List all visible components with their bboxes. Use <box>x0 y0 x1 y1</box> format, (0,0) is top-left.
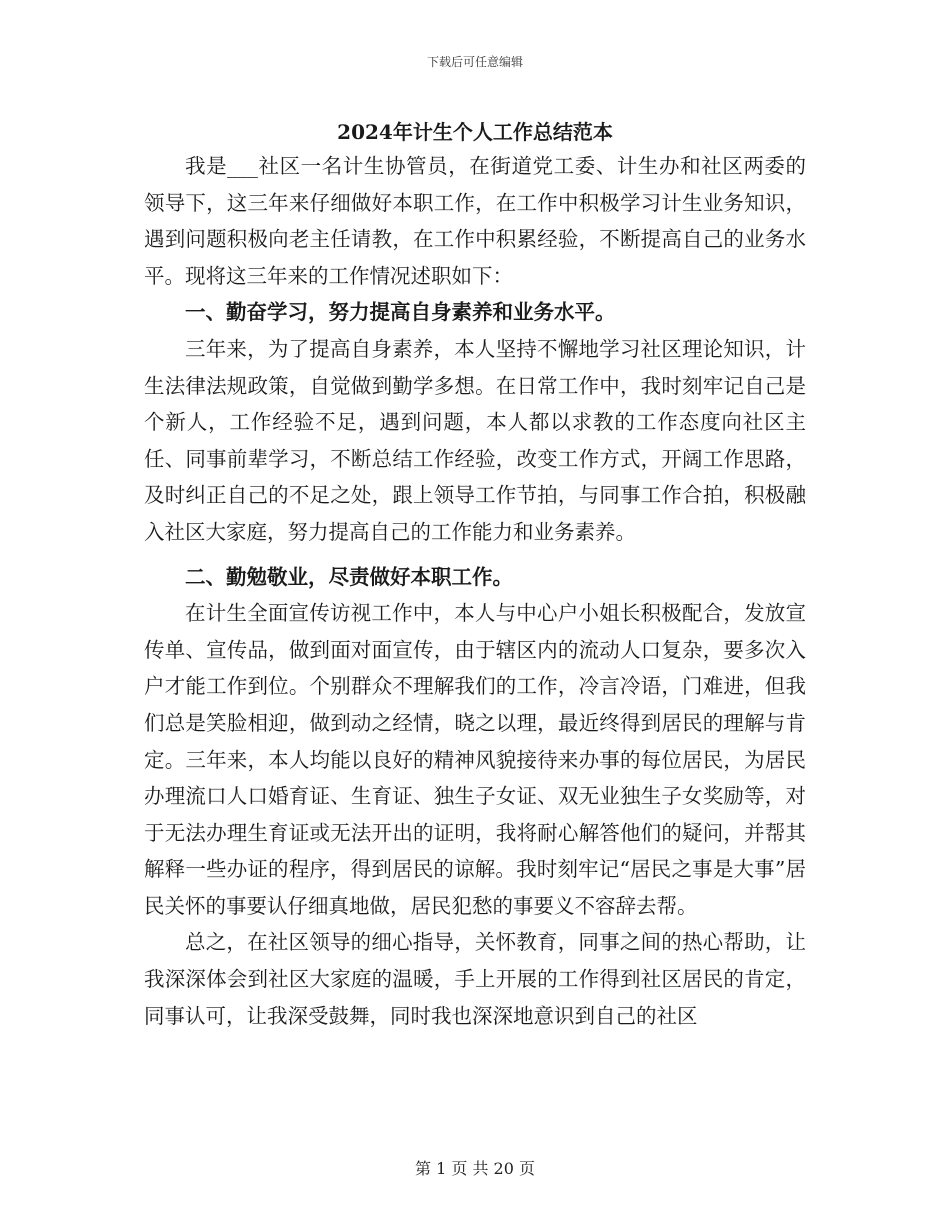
paragraph-summary: 总之，在社区领导的细心指导，关怀教育，同事之间的热心帮助，让我深深体会到社区大家庭的温暖，手上开展的工作得到社区居民的肯定，同事认可，让我深受鼓舞，同时我也深深地意识到自己的社区 <box>144 930 806 1028</box>
document-body <box>144 148 806 1034</box>
page-number: 第 1 页 共 20 页 <box>415 1159 535 1178</box>
section-heading-2: 二、勤勉敬业，尽责做好本职工作。 <box>185 564 513 589</box>
section-heading-1: 一、勤奋学习，努力提高自身素养和业务水平。 <box>185 300 616 325</box>
page-header-note: 下载后可任意编辑 <box>426 55 523 69</box>
paragraph-study: 三年来，为了提高自身素养，本人坚持不懈地学习社区理论知识，计生法律法规政策，自觉做到勤学多想。在日常工作中，我时刻牢记自己是个新人，工作经验不足，遇到问题，本人都以求教的工作态度向社区主任、同事前辈学习，不断总结工作经验，改变工作方式，开阔工作思路，及时纠正自己的不足之处，跟上领导工作节拍，与同事工作合拍，积极融入社区大家庭，努力提高自己的工作能力和业务素养。 <box>144 336 806 544</box>
document-title: 2024年计生个人工作总结范本 <box>337 120 613 144</box>
paragraph-intro: 我是___社区一名计生协管员，在街道党工委、计生办和社区两委的领导下，这三年来仔细做好本职工作，在工作中积极学习计生业务知识，遇到问题积极向老主任请教，在工作中积累经验，不断提高自己的业务水平。现将这三年来的工作情况述职如下： <box>144 154 806 288</box>
paragraph-work: 在计生全面宣传访视工作中，本人与中心户小姐长积极配合，发放宣传单、宣传品，做到面对面宣传，由于辖区内的流动人口复杂，要多次入户才能工作到位。个别群众不理解我们的工作，冷言冷语，门难进，但我们总是笑脸相迎，做到动之经情，晓之以理，最近终得到居民的理解与肯定。三年来，本人均能以良好的精神风貌接待来办事的每位居民，为居民办理流口人口婚育证、生育证、独生子女证、双无业独生子女奖励等，对于无法办理生育证或无法开出的证明，我将耐心解答他们的疑问，并帮其解释一些办证的程序，得到居民的谅解。我时刻牢记“居民之事是大事”居民关怀的事要认仔细真地做，居民犯愁的事要义不容辞去帮。 <box>144 601 806 918</box>
